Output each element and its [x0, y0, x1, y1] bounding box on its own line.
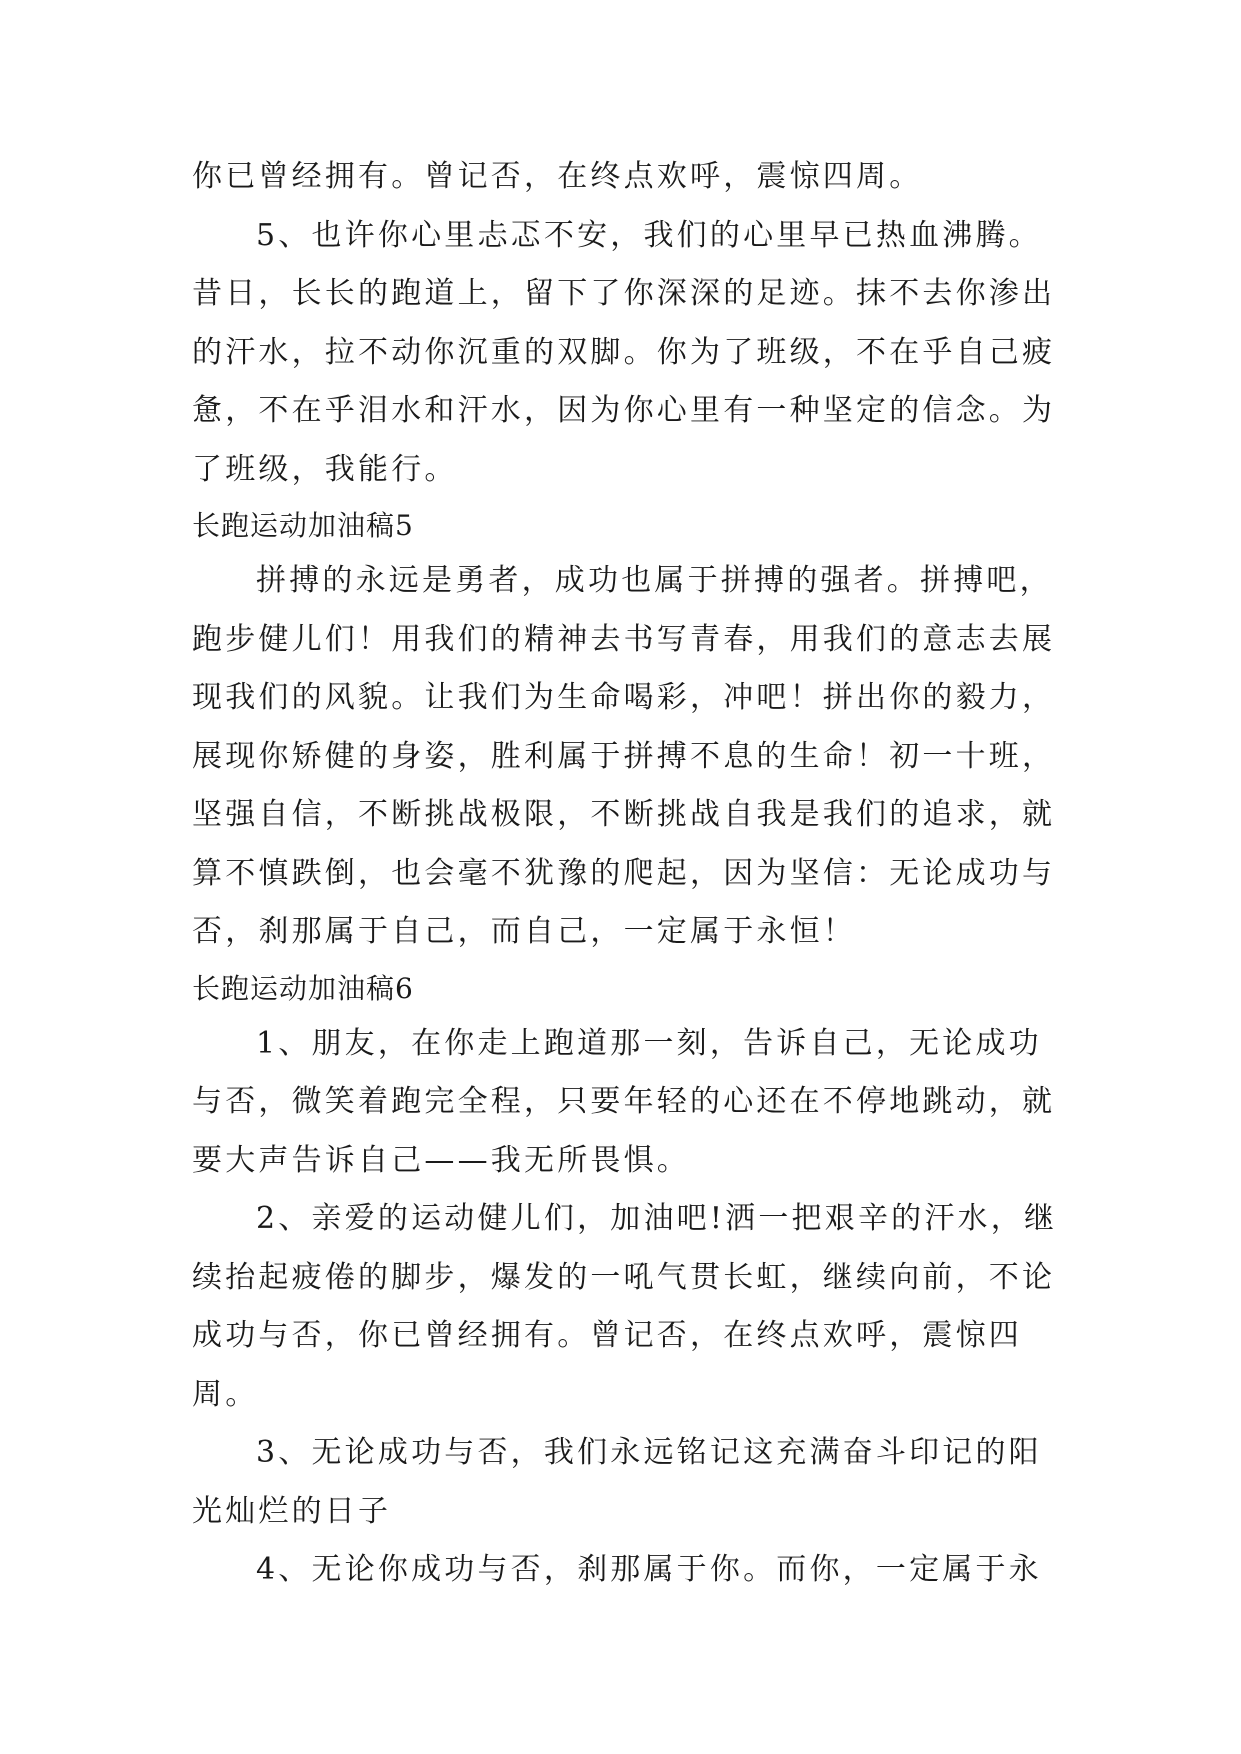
document-page	[192, 148, 1062, 1600]
paragraph-item-1: 1、朋友，在你走上跑道那一刻，告诉自己，无论成功与否，微笑着跑完全程，只要年轻的心还在不停地跳动，就要大声告诉自己——我无所畏惧。	[192, 1025, 1056, 1178]
paragraph-item-5: 5、也许你心里忐忑不安，我们的心里早已热血沸腾。昔日，长长的跑道上，留下了你深深的足迹。抹不去你渗出的汗水，拉不动你沉重的双脚。你为了班级，不在乎自己疲惫，不在乎泪水和汗水，因为你心里有一种坚定的信念。为了班级，我能行。	[192, 217, 1056, 487]
paragraph-item-4: 4、无论你成功与否，刹那属于你。而你，一定属于永	[256, 1552, 1042, 1587]
paragraph-section-5-body: 拼搏的永远是勇者，成功也属于拼搏的强者。拼搏吧，跑步健儿们！用我们的精神去书写青春，用我们的意志去展现我们的风貌。让我们为生命喝彩，冲吧！拼出你的毅力，展现你矫健的身姿，胜利属于拼搏不息的生命！初一十班，坚强自信，不断挑战极限，不断挑战自我是我们的追求，就算不慎跌倒，也会毫不犹豫的爬起，因为坚信：无论成功与否，刹那属于自己，而自己，一定属于永恒！	[192, 563, 1056, 949]
section-heading-5: 长跑运动加油稿5	[192, 509, 414, 542]
paragraph-item-2: 2、亲爱的运动健儿们，加油吧!洒一把艰辛的汗水，继续抬起疲倦的脚步，爆发的一吼气贯长虹，继续向前，不论成功与否，你已曾经拥有。曾记否，在终点欢呼，震惊四周。	[192, 1201, 1058, 1412]
paragraph-continuation: 你已曾经拥有。曾记否，在终点欢呼，震惊四周。	[192, 159, 923, 194]
paragraph-item-3: 3、无论成功与否，我们永远铭记这充满奋斗印记的阳光灿烂的日子	[192, 1435, 1042, 1529]
section-heading-6: 长跑运动加油稿6	[192, 971, 414, 1005]
